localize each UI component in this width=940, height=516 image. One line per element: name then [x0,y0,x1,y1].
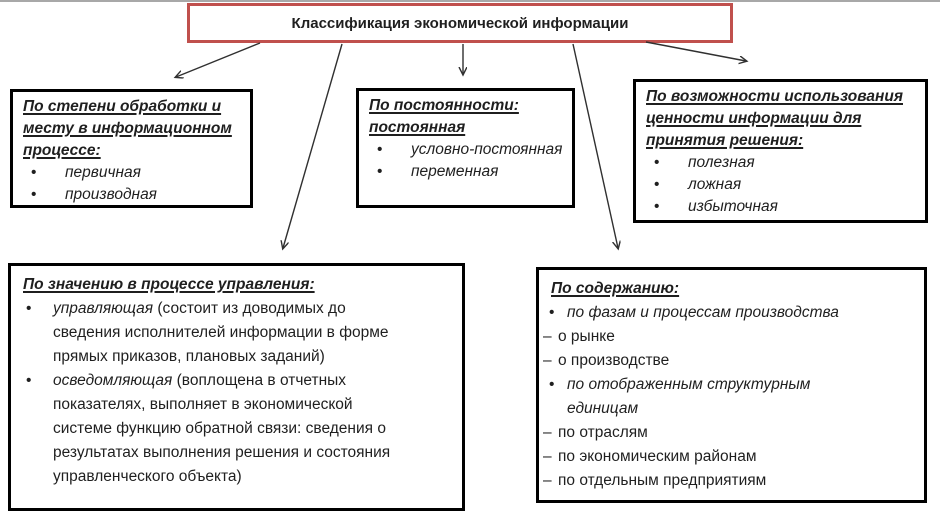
bullet-marker: • [26,372,32,389]
box-management-header: По значению в процессе управления: [23,276,315,293]
list-item [549,301,918,325]
arrow-to-usability-box [646,42,746,61]
list-item [549,373,918,421]
box-usability-list [646,152,917,218]
list-item: • производная [23,184,242,206]
list-item: • первичная [23,162,242,184]
box-management [8,263,465,511]
item-marker: • [549,304,555,321]
arrow-to-management-box [283,44,342,248]
box-usability-header: По возможности использования ценности информации для принятия решения: [646,88,903,149]
item-text: по отраслям [558,424,648,441]
item-text: по экономическим районам [558,448,757,465]
box-processing-list [23,162,242,206]
arrow-to-content-box [573,44,618,248]
item-text: по отображенным структурным единицам [567,376,811,417]
page-title: Классификация экономической информации [291,14,629,32]
item-marker: – [543,448,552,465]
item-description: (воплощена в отчетных показателях, выполняет в экономической системе функцию обратной связи: сведения о результатах выполнения решения и состояния управленческого объекта) [53,372,391,485]
item-text [53,369,411,489]
item-term: осведомляющая [53,372,173,389]
box-processing-header: По степени обработки и месту в информационном процессе: [23,98,232,159]
box-content [536,267,927,503]
item-text: о рынке [558,328,615,345]
list-item [19,297,454,369]
item-text [53,297,411,369]
list-item [19,369,454,489]
title-box [187,3,733,43]
bullet-marker: • [26,300,32,317]
list-item [543,445,918,469]
list-item: • ложная [646,174,917,196]
box-usability [633,79,928,223]
list-item: • избыточная [646,196,917,218]
box-processing [10,89,253,208]
box-constancy-list [369,139,564,183]
list-item [543,349,918,373]
item-marker: – [543,352,552,369]
list-item [543,325,918,349]
item-text: по фазам и процессам производства [567,304,839,321]
list-item: • переменная [369,161,564,183]
box-constancy-header: По постоянности: постоянная [369,97,519,136]
item-term: управляющая [53,300,154,317]
list-item [543,421,918,445]
list-item: • полезная [646,152,917,174]
page-top-rule [0,0,940,2]
item-marker: – [543,472,552,489]
item-text: о производстве [558,352,670,369]
list-item: • условно-постоянная [369,139,564,161]
item-marker: • [549,376,555,393]
item-marker: – [543,328,552,345]
box-content-header: По содержанию: [551,280,680,297]
box-constancy [356,88,575,208]
item-description: (состоит из доводимых до сведения исполнителей информации в форме прямых приказов, плановых заданий) [53,300,389,365]
item-marker: – [543,424,552,441]
arrow-to-processing-box [176,43,260,77]
list-item [543,469,918,493]
item-text: по отдельным предприятиям [558,472,767,489]
